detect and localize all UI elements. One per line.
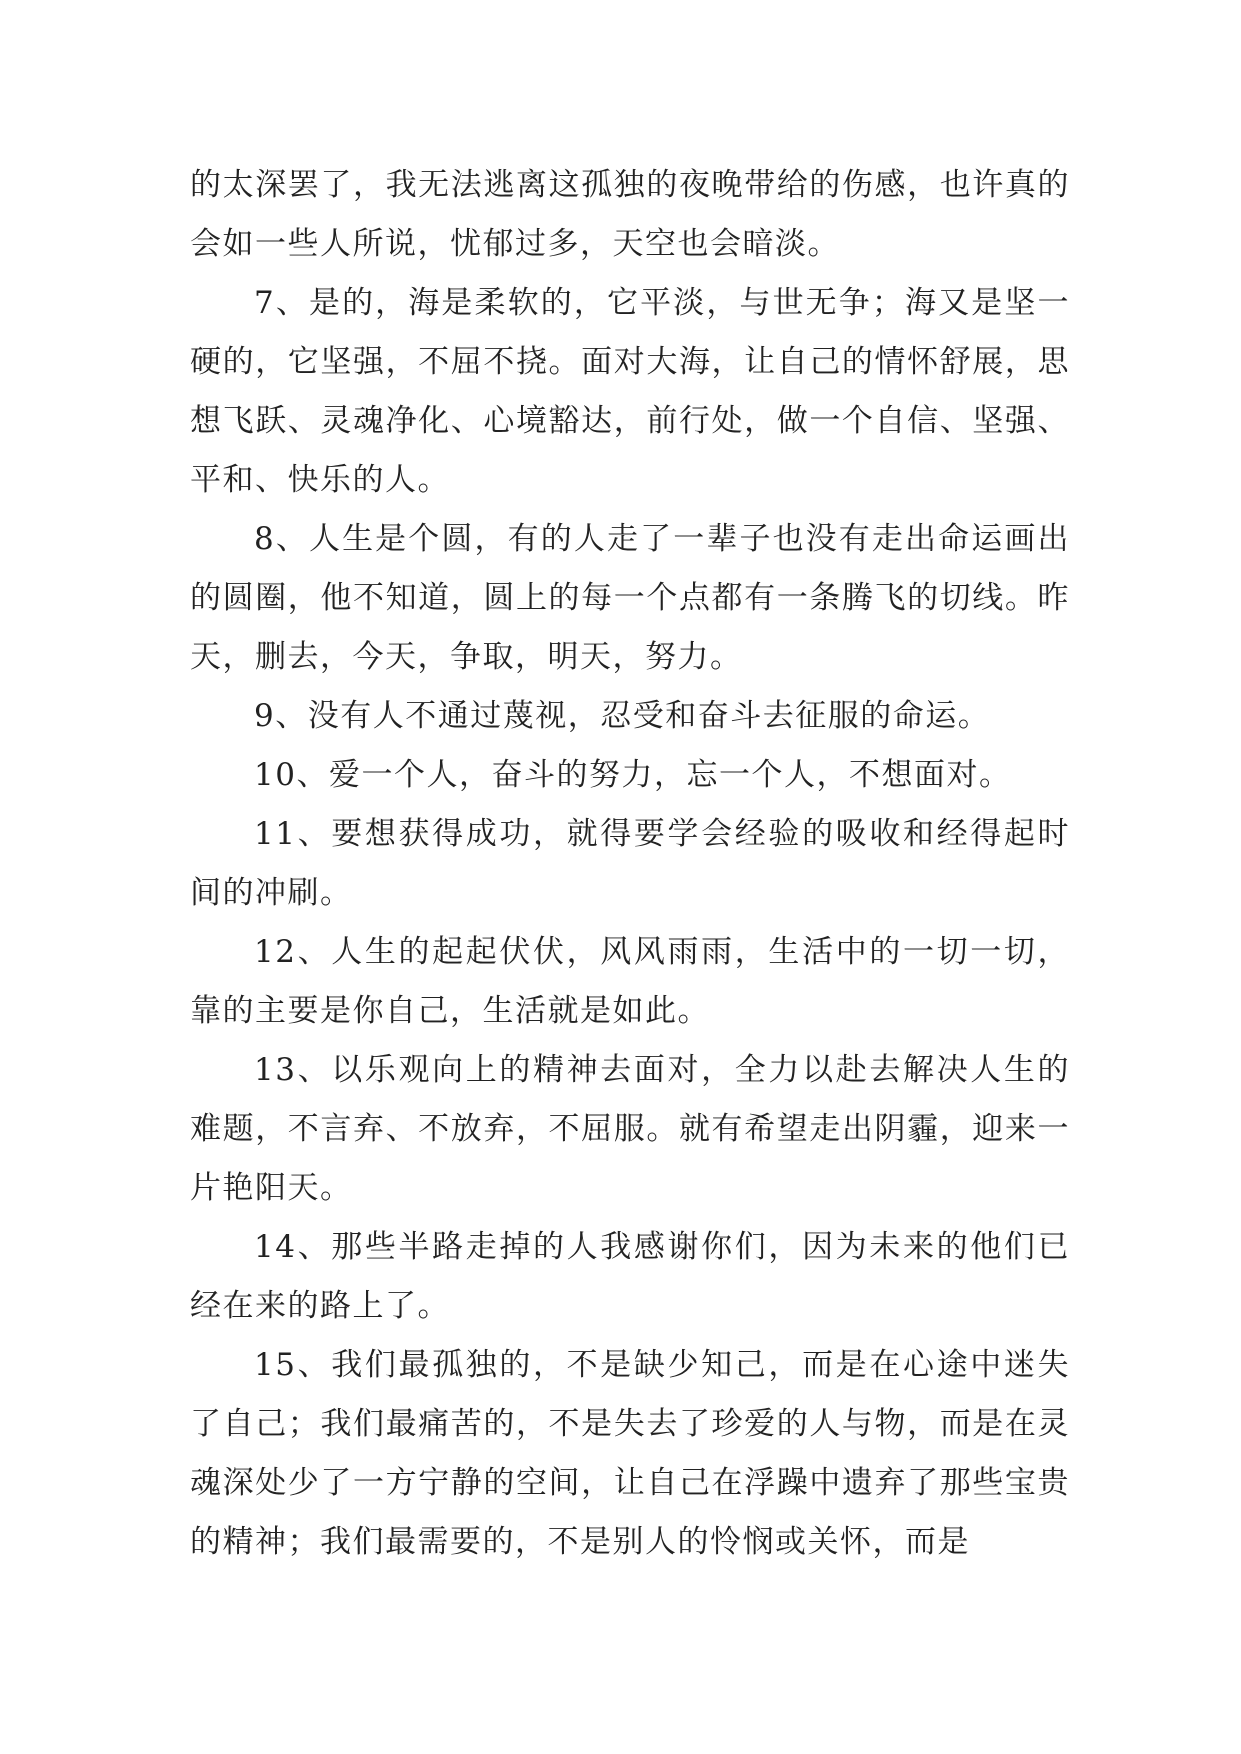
paragraph-item-10: 10、爱一个人，奋斗的努力，忘一个人，不想面对。 [254, 757, 1012, 793]
paragraph-item-15: 15、我们最孤独的，不是缺少知己，而是在心途中迷失了自己；我们最痛苦的，不是失去了珍爱的人与物，而是在灵魂深处少了一方宁静的空间，让自己在浮躁中遗弃了那些宝贵的精神；我们最需要的，不是别人的怜悯或关怀，而是 [190, 1347, 1070, 1560]
paragraph-item-11: 11、要想获得成功，就得要学会经验的吸收和经得起时间的冲刷。 [190, 816, 1070, 911]
paragraph-continuation: 的太深罢了，我无法逃离这孤独的夜晚带给的伤感，也许真的会如一些人所说，忧郁过多，天空也会暗淡。 [190, 167, 1070, 262]
paragraph-item-9: 9、没有人不通过蔑视，忍受和奋斗去征服的命运。 [254, 698, 991, 734]
paragraph-item-13: 13、以乐观向上的精神去面对，全力以赴去解决人生的难题，不言弃、不放弃，不屈服。就有希望走出阴霾，迎来一片艳阳天。 [190, 1052, 1070, 1206]
paragraph-item-14: 14、那些半路走掉的人我感谢你们，因为未来的他们已经在来的路上了。 [190, 1229, 1070, 1324]
paragraph-item-7: 7、是的，海是柔软的，它平淡，与世无争；海又是坚一硬的，它坚强，不屈不挠。面对大海，让自己的情怀舒展，思想飞跃、灵魂净化、心境豁达，前行处，做一个自信、坚强、平和、快乐的人。 [190, 285, 1070, 498]
paragraph-item-8: 8、人生是个圆，有的人走了一辈子也没有走出命运画出的圆圈，他不知道，圆上的每一个点都有一条腾飞的切线。昨天，删去，今天，争取，明天，努力。 [190, 521, 1070, 675]
paragraph-item-12: 12、人生的起起伏伏，风风雨雨，生活中的一切一切，靠的主要是你自己，生活就是如此。 [190, 934, 1070, 1029]
body-text [190, 156, 1070, 1572]
